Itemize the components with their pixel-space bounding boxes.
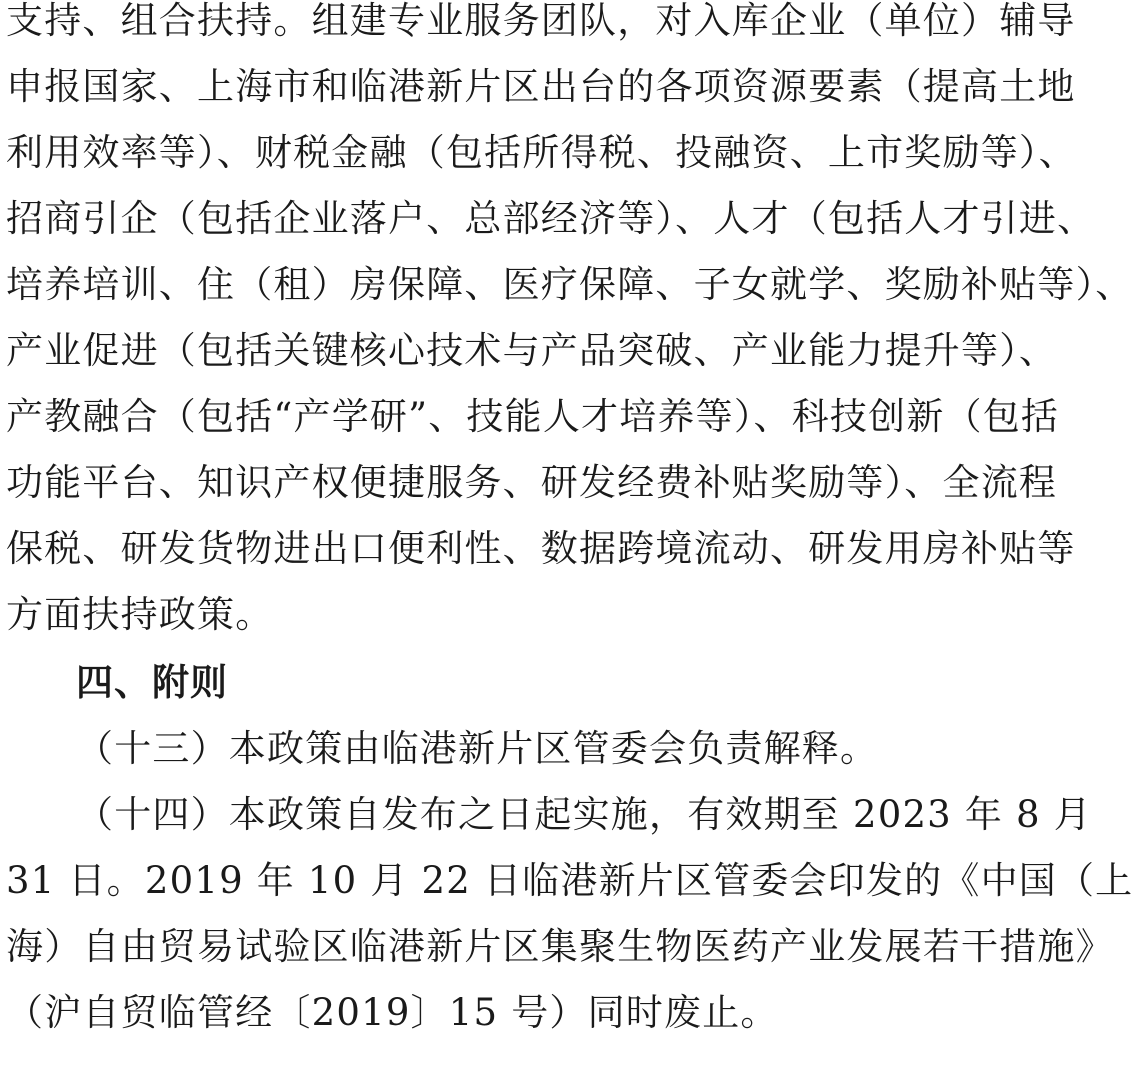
- body-line: 方面扶持政策。: [6, 593, 274, 636]
- body-line: 产教融合（包括“产学研”、技能人才培养等）、科技创新（包括: [6, 395, 1060, 438]
- section-heading: 四、附则: [76, 661, 228, 704]
- body-line: 培养培训、住（租）房保障、医疗保障、子女就学、奖励补贴等）、: [6, 263, 1134, 306]
- clause-14-line: （十四）本政策自发布之日起实施，有效期至 2023 年 8 月: [76, 793, 1092, 836]
- clause-14-line: （沪自贸临管经〔2019〕15 号）同时废止。: [6, 991, 779, 1034]
- clause-14-line: 海）自由贸易试验区临港新片区集聚生物医药产业发展若干措施》: [6, 925, 1114, 968]
- body-line: 支持、组合扶持。组建专业服务团队，对入库企业（单位）辅导: [6, 0, 1076, 42]
- body-line: 申报国家、上海市和临港新片区出台的各项资源要素（提高土地: [6, 65, 1076, 108]
- clause-13: （十三）本政策由临港新片区管委会负责解释。: [76, 727, 879, 770]
- body-line: 保税、研发货物进出口便利性、数据跨境流动、研发用房补贴等: [6, 527, 1076, 570]
- body-line: 功能平台、知识产权便捷服务、研发经费补贴奖励等）、全流程: [6, 461, 1058, 504]
- body-line: 产业促进（包括关键核心技术与产品突破、产业能力提升等）、: [6, 329, 1058, 372]
- body-line: 招商引企（包括企业落户、总部经济等）、人才（包括人才引进、: [6, 197, 1096, 240]
- clause-14-line: 31 日。2019 年 10 月 22 日临港新片区管委会印发的《中国（上: [6, 859, 1134, 902]
- body-line: 利用效率等）、财税金融（包括所得税、投融资、上市奖励等）、: [6, 131, 1077, 174]
